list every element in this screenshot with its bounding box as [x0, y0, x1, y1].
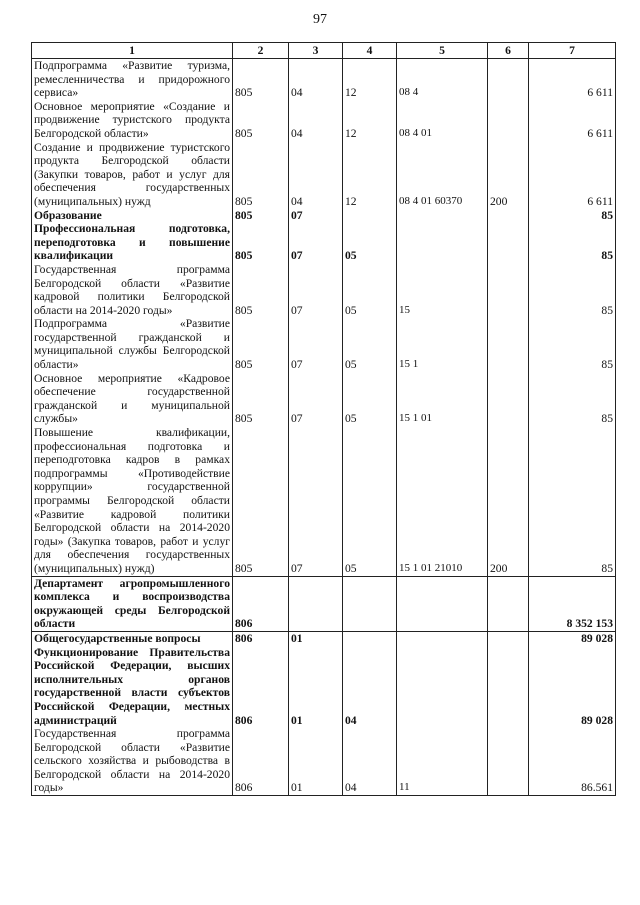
row-rz: 07 — [289, 263, 343, 317]
row-vr — [488, 317, 529, 371]
table-row — [32, 263, 616, 317]
row-name: Государственная программа Белгородской области «Развитие кадровой политики Белгородской области на 2014-2020 годы» — [32, 263, 233, 317]
table-row — [32, 100, 616, 141]
row-rz: 01 — [289, 631, 343, 645]
row-ved: 805 — [233, 141, 289, 209]
row-pr: 05 — [343, 263, 397, 317]
row-rz: 04 — [289, 59, 343, 100]
row-pr — [343, 576, 397, 631]
row-name: Создание и продвижение туристского продукта Белгородской области (Закупки товаров, работ и услуг для обеспечения государственных (муниципальных) нужд — [32, 141, 233, 209]
row-vr — [488, 59, 529, 100]
row-vr — [488, 727, 529, 795]
table-row — [32, 646, 616, 728]
row-sum: 85 — [529, 426, 616, 576]
header-col-3: 3 — [289, 43, 343, 59]
table-row — [32, 426, 616, 576]
row-rz — [289, 576, 343, 631]
row-rz: 07 — [289, 372, 343, 426]
row-vr: 200 — [488, 141, 529, 209]
row-csr: 08 4 01 — [397, 100, 488, 141]
row-vr — [488, 100, 529, 141]
row-vr: 200 — [488, 426, 529, 576]
row-ved: 805 — [233, 372, 289, 426]
row-pr — [343, 209, 397, 223]
row-rz: 07 — [289, 317, 343, 371]
row-rz: 01 — [289, 646, 343, 728]
row-sum: 85 — [529, 222, 616, 263]
header-col-1: 1 — [32, 43, 233, 59]
header-col-4: 4 — [343, 43, 397, 59]
row-name: Профессиональная подготовка, переподготовка и повышение квалификации — [32, 222, 233, 263]
row-vr — [488, 646, 529, 728]
row-vr — [488, 209, 529, 223]
row-rz: 07 — [289, 209, 343, 223]
row-ved: 806 — [233, 631, 289, 645]
row-sum: 6 611 — [529, 141, 616, 209]
row-sum: 85 — [529, 372, 616, 426]
table-row — [32, 372, 616, 426]
row-name: Общегосударственные вопросы — [32, 631, 233, 645]
row-ved: 805 — [233, 100, 289, 141]
row-name: Основное мероприятие «Создание и продвижение туристского продукта Белгородской области» — [32, 100, 233, 141]
row-sum: 85 — [529, 317, 616, 371]
row-sum: 6 611 — [529, 59, 616, 100]
row-pr: 05 — [343, 222, 397, 263]
row-ved: 806 — [233, 727, 289, 795]
header-col-2: 2 — [233, 43, 289, 59]
row-name: Повышение квалификации, профессиональная подготовка и переподготовка кадров в рамках подпрограммы «Противодействие коррупции» государственной программы Белгородской области «Развитие кадровой политики Белгородской области на 2014-2020 годы» (Закупка товаров, работ и услуг для обеспечения государственных (муниципальных) нужд) — [32, 426, 233, 576]
row-vr — [488, 631, 529, 645]
table-body — [32, 59, 616, 796]
row-vr — [488, 576, 529, 631]
page-number: 97 — [313, 12, 327, 27]
table-row — [32, 222, 616, 263]
row-vr — [488, 263, 529, 317]
budget-table — [31, 42, 616, 796]
row-sum: 89 028 — [529, 631, 616, 645]
table-row — [32, 317, 616, 371]
row-rz: 07 — [289, 426, 343, 576]
row-rz: 04 — [289, 100, 343, 141]
row-csr: 08 4 01 60370 — [397, 141, 488, 209]
row-sum: 85 — [529, 209, 616, 223]
header-col-7: 7 — [529, 43, 616, 59]
row-csr: 08 4 — [397, 59, 488, 100]
row-sum: 6 611 — [529, 100, 616, 141]
row-vr — [488, 372, 529, 426]
row-name: Основное мероприятие «Кадровое обеспечение государственной гражданской и муниципальной службы» — [32, 372, 233, 426]
row-sum: 8 352 153 — [529, 576, 616, 631]
row-pr: 05 — [343, 426, 397, 576]
row-csr — [397, 209, 488, 223]
row-rz: 07 — [289, 222, 343, 263]
row-csr — [397, 646, 488, 728]
row-ved: 806 — [233, 646, 289, 728]
row-ved: 805 — [233, 209, 289, 223]
row-sum: 85 — [529, 263, 616, 317]
row-csr: 11 — [397, 727, 488, 795]
row-vr — [488, 222, 529, 263]
row-pr: 05 — [343, 317, 397, 371]
table-row — [32, 576, 616, 631]
row-csr: 15 — [397, 263, 488, 317]
row-name: Департамент агропромышленного комплекса и воспроизводства окружающей среды Белгородской области — [32, 576, 233, 631]
header-col-6: 6 — [488, 43, 529, 59]
row-csr — [397, 222, 488, 263]
row-ved: 805 — [233, 59, 289, 100]
row-name: Образование — [32, 209, 233, 223]
table-row — [32, 141, 616, 209]
table-row — [32, 209, 616, 223]
table-row — [32, 59, 616, 100]
row-ved: 805 — [233, 317, 289, 371]
row-pr — [343, 631, 397, 645]
row-csr: 15 1 01 21010 — [397, 426, 488, 576]
row-csr — [397, 576, 488, 631]
row-ved: 805 — [233, 426, 289, 576]
row-csr — [397, 631, 488, 645]
row-ved: 805 — [233, 263, 289, 317]
row-pr: 04 — [343, 646, 397, 728]
row-name: Функционирование Правительства Российской Федерации, высших исполнительных органов государственной власти субъектов Российской Федерации, местных администраций — [32, 646, 233, 728]
row-pr: 12 — [343, 100, 397, 141]
header-col-5: 5 — [397, 43, 488, 59]
row-pr: 12 — [343, 59, 397, 100]
row-sum: 86.561 — [529, 727, 616, 795]
table-row — [32, 727, 616, 795]
row-rz: 04 — [289, 141, 343, 209]
row-pr: 05 — [343, 372, 397, 426]
row-pr: 04 — [343, 727, 397, 795]
row-rz: 01 — [289, 727, 343, 795]
row-name: Подпрограмма «Развитие туризма, ремесленничества и придорожного сервиса» — [32, 59, 233, 100]
row-csr: 15 1 01 — [397, 372, 488, 426]
row-csr: 15 1 — [397, 317, 488, 371]
table-row — [32, 631, 616, 645]
row-ved: 805 — [233, 222, 289, 263]
row-name: Государственная программа Белгородской области «Развитие сельского хозяйства и рыбоводства в Белгородской области на 2014-2020 годы» — [32, 727, 233, 795]
row-ved: 806 — [233, 576, 289, 631]
row-pr: 12 — [343, 141, 397, 209]
header-row — [32, 43, 616, 59]
row-name: Подпрограмма «Развитие государственной гражданской и муниципальной службы Белгородской области» — [32, 317, 233, 371]
row-sum: 89 028 — [529, 646, 616, 728]
